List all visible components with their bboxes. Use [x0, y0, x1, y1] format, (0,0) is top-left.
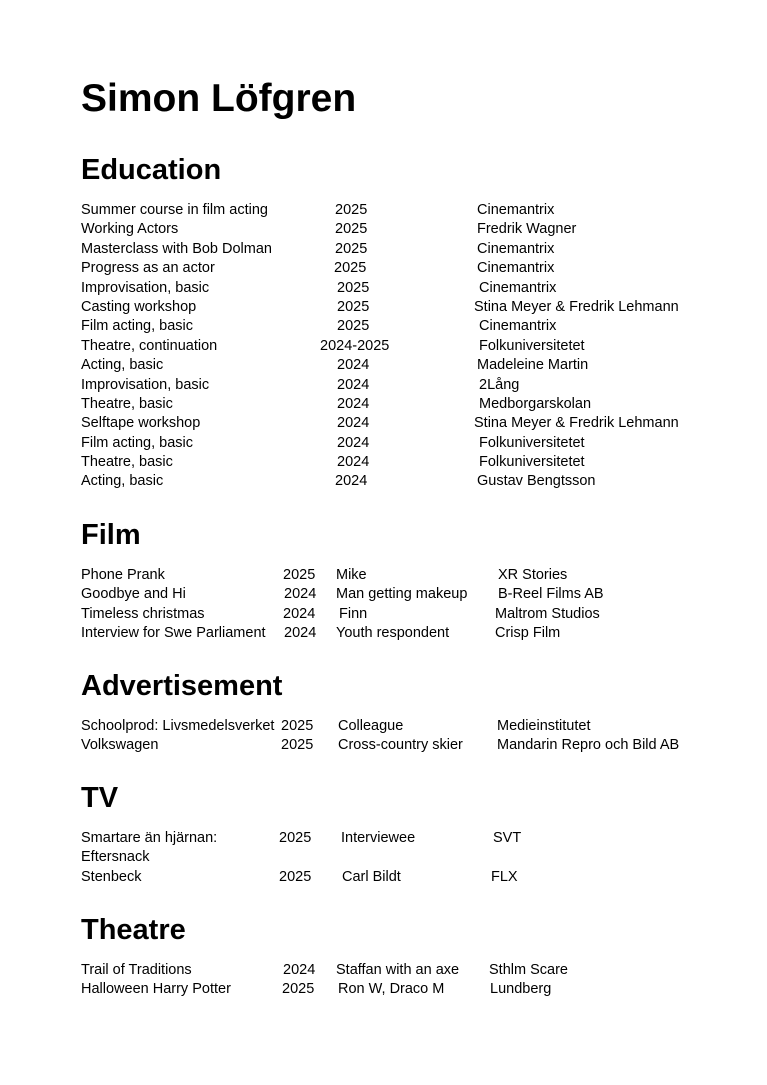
film-row [81, 566, 721, 585]
film-heading: Film [81, 519, 141, 551]
course-provider: Cinemantrix [477, 240, 555, 257]
production-company: Mandarin Repro och Bild AB [497, 737, 680, 754]
course-name: Film acting, basic [81, 434, 194, 451]
course-provider: Medborgarskolan [479, 395, 592, 412]
production-year: 2025 [279, 868, 312, 885]
course-provider: Cinemantrix [479, 279, 557, 296]
course-name: Casting workshop [81, 298, 197, 315]
tv-section [81, 780, 721, 887]
course-year: 2025 [337, 279, 370, 296]
course-year: 2024 [337, 454, 370, 471]
production-company: B-Reel Films AB [498, 586, 604, 603]
education-row [81, 201, 721, 220]
education-section [81, 152, 721, 492]
course-provider: Cinemantrix [477, 260, 555, 277]
course-name: Masterclass with Bob Dolman [81, 240, 272, 257]
education-row [81, 453, 721, 472]
film-row [81, 605, 721, 624]
course-year: 2025 [335, 202, 368, 218]
course-name: Improvisation, basic [81, 376, 210, 393]
course-year: 2025 [335, 221, 368, 238]
theatre-row [81, 980, 721, 999]
education-row [81, 298, 721, 317]
education-row [81, 376, 721, 395]
education-row [81, 337, 721, 356]
advertisement-row [81, 736, 721, 755]
production-year: 2025 [281, 718, 314, 734]
production-year: 2024 [283, 962, 316, 978]
course-provider: Cinemantrix [479, 318, 557, 335]
production-title: Halloween Harry Potter [81, 981, 231, 998]
course-year: 2025 [335, 240, 368, 257]
tv-row [81, 829, 721, 868]
production-title: Volkswagen [81, 737, 159, 754]
course-provider: Madeleine Martin [477, 357, 589, 374]
course-provider: Cinemantrix [477, 202, 555, 218]
film-row [81, 585, 721, 604]
theatre-section [81, 912, 721, 1000]
course-provider: Stina Meyer & Fredrik Lehmann [474, 415, 679, 432]
production-title: Trail of Traditions [81, 962, 192, 978]
education-row [81, 395, 721, 414]
production-company: Medieinstitutet [497, 718, 591, 734]
production-title: Phone Prank [81, 567, 165, 583]
course-name: Progress as an actor [81, 260, 215, 277]
production-company: Maltrom Studios [495, 605, 600, 622]
course-year: 2024 [337, 415, 370, 432]
production-role: Ron W, Draco M [338, 981, 445, 998]
course-provider: Stina Meyer & Fredrik Lehmann [474, 298, 679, 315]
advertisement-heading: Advertisement [81, 670, 283, 702]
production-role: Carl Bildt [342, 868, 401, 885]
film-list [81, 566, 721, 644]
course-year: 2024 [335, 473, 368, 490]
production-role: Man getting makeup [336, 586, 468, 603]
production-company: XR Stories [498, 567, 568, 583]
theatre-row [81, 961, 721, 980]
theatre-heading: Theatre [81, 914, 186, 946]
production-company: Lundberg [490, 981, 552, 998]
education-row [81, 220, 721, 239]
education-row [81, 279, 721, 298]
production-title: Stenbeck [81, 868, 142, 885]
production-company: Sthlm Scare [489, 962, 568, 978]
production-year: 2025 [281, 737, 314, 754]
course-provider: Folkuniversitetet [479, 434, 585, 451]
course-year: 2024 [337, 357, 370, 374]
production-company: FLX [491, 868, 518, 885]
course-year: 2025 [334, 260, 367, 277]
course-name: Acting, basic [81, 357, 164, 374]
education-row [81, 472, 721, 491]
film-section [81, 517, 721, 644]
tv-heading: TV [81, 782, 119, 814]
production-year: 2025 [282, 981, 315, 998]
course-provider: Folkuniversitetet [479, 337, 585, 354]
education-row [81, 259, 721, 278]
production-year: 2024 [283, 605, 316, 622]
film-row [81, 624, 721, 643]
course-year: 2024 [337, 434, 370, 451]
education-row [81, 240, 721, 259]
course-provider: Folkuniversitetet [479, 454, 585, 471]
education-list [81, 201, 721, 492]
education-row [81, 317, 721, 336]
production-year: 2025 [279, 830, 312, 846]
production-title: Interview for Swe Parliament [81, 625, 266, 642]
education-row [81, 414, 721, 433]
production-role: Youth respondent [336, 625, 450, 642]
course-name: Working Actors [81, 221, 179, 238]
production-year: 2025 [283, 567, 316, 583]
production-year: 2024 [284, 586, 317, 603]
course-name: Theatre, basic [81, 395, 173, 412]
course-year: 2024-2025 [320, 337, 390, 354]
advertisement-row [81, 717, 721, 736]
production-company: Crisp Film [495, 625, 561, 642]
education-heading: Education [81, 154, 222, 186]
person-name: Simon Löfgren [81, 77, 357, 120]
tv-list [81, 829, 721, 887]
education-row [81, 356, 721, 375]
course-year: 2025 [337, 318, 370, 335]
course-name: Summer course in film acting [81, 202, 268, 218]
production-title: Smartare än hjärnan: Eftersnack [81, 830, 218, 866]
tv-row [81, 868, 721, 887]
course-name: Selftape workshop [81, 415, 201, 432]
advertisement-section [81, 668, 721, 756]
production-role: Cross-country skier [338, 737, 463, 754]
production-role: Finn [339, 605, 368, 622]
course-provider: Fredrik Wagner [477, 221, 577, 238]
advertisement-list [81, 717, 721, 756]
course-name: Film acting, basic [81, 318, 194, 335]
production-year: 2024 [284, 625, 317, 642]
course-name: Improvisation, basic [81, 279, 210, 296]
course-name: Theatre, basic [81, 454, 173, 471]
course-year: 2024 [337, 395, 370, 412]
course-year: 2025 [337, 298, 370, 315]
education-row [81, 434, 721, 453]
course-provider: Gustav Bengtsson [477, 473, 596, 490]
production-role: Colleague [338, 718, 404, 734]
course-year: 2024 [337, 376, 370, 393]
production-company: SVT [493, 830, 522, 846]
course-provider: 2Lång [479, 376, 520, 393]
production-title: Schoolprod: Livsmedelsverket [81, 718, 275, 734]
production-title: Timeless christmas [81, 605, 205, 622]
production-role: Interviewee [341, 830, 416, 846]
theatre-list [81, 961, 721, 1000]
course-name: Acting, basic [81, 473, 164, 490]
production-title: Goodbye and Hi [81, 586, 186, 603]
production-role: Mike [336, 567, 367, 583]
production-role: Staffan with an axe [336, 962, 460, 978]
course-name: Theatre, continuation [81, 337, 218, 354]
